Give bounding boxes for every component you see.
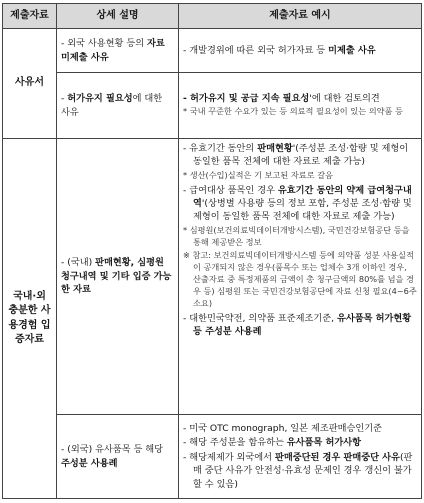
- bold-text: 판매중단된 경우 판매중단 사유: [274, 451, 400, 463]
- text: '(상병별 사용량 등의 정보 포함, 주성분 조성·함량 및 제형이 동일한 품목 전체에 대한 자료로 제출 가능): [193, 197, 412, 223]
- rich-text: [61, 256, 174, 296]
- text: - 급여대상 품목인 경우: [183, 184, 278, 196]
- table-row: [3, 139, 422, 415]
- rich-text: [61, 37, 174, 64]
- text: - 미국 OTC monograph, 일본 제조판매승인기준: [183, 423, 382, 435]
- example-cell: [179, 29, 422, 73]
- text: - (외국) 유사품목 등 해당: [61, 444, 164, 456]
- text: - 개발경위에 따른 외국 허가자료 등: [183, 44, 329, 56]
- bullet-item: [183, 44, 417, 57]
- footnote: ※ 참고: 보건의료빅데이터개방시스템 등에 의약품 성분 사용실적이 공개되지 않은 경우(품목수 또는 업체수 3개 이하인 경우, 산출자료 중 특정제품의 금액이 총 청구금액의 80%를 넘을 경우 등) 심평원 또는 국민건강보험공단에 자료 신청 필요(4~6주 소요): [183, 250, 417, 308]
- text: '에 대한 검토의견: [309, 92, 380, 104]
- bullet-item: [183, 422, 417, 435]
- category-cell-evidence: [3, 139, 57, 499]
- submission-table: [2, 3, 422, 499]
- footnote: * 생산(수입)실적은 기 보고된 자료로 갈음: [183, 169, 334, 180]
- table-row: [3, 73, 422, 139]
- rich-text: [183, 422, 417, 491]
- description-line: [61, 106, 174, 119]
- rich-text: [183, 142, 417, 339]
- description-cell: [57, 415, 179, 499]
- bold-text: 유효기간 동안의 약제 급여청구내역: [193, 184, 412, 209]
- footnote: * 국내 꾸준한 수요가 있는 등 의료적 필요성이 있는 의약품 등: [183, 106, 403, 117]
- text: 사유: [61, 106, 79, 118]
- text: - 외국 사용현황 등의: [61, 38, 147, 50]
- description-line: [61, 256, 174, 296]
- description-cell: [57, 139, 179, 415]
- description-line: [61, 92, 174, 105]
- bold-text: 유사품목 허가사항: [286, 437, 361, 449]
- description-cell: [57, 73, 179, 139]
- rich-text: [61, 92, 174, 119]
- description-cell: [57, 29, 179, 73]
- rich-text: [183, 92, 417, 118]
- text: - 해당 주성분을 함유하는: [183, 437, 287, 449]
- bullet-item: [183, 184, 417, 224]
- table-row: [3, 415, 422, 499]
- bold-text: 판매현황, 심평원 청구내역 및 기타 입증 가능한 자료: [61, 257, 172, 296]
- example-cell: [179, 73, 422, 139]
- description-line: [61, 443, 174, 470]
- rich-text: [183, 44, 417, 57]
- bold-text: 주성분 사용례: [61, 457, 118, 469]
- header-description: 상세 설명: [57, 4, 179, 29]
- text: '(주성분 조성·함량 및 제형이 동일한 품목 전체에 대한 자료로 제출 가능): [193, 143, 409, 168]
- bold-text: 유사품목 허가현황 등 주성분 사용례: [193, 312, 412, 338]
- category-label: 사유서: [15, 77, 44, 89]
- bullet-item: [183, 142, 417, 169]
- text: 에 대한: [132, 93, 163, 105]
- rich-text: [61, 443, 174, 470]
- text: - (국내): [61, 257, 96, 269]
- bold-text: 허가유지 필요성: [67, 93, 133, 105]
- category-label: 국내·외 충분한 사용경험 입증자료: [8, 290, 51, 345]
- category-cell-reason: [3, 29, 57, 139]
- header-category: 제출자료: [3, 4, 57, 29]
- bullet-item: [183, 451, 417, 491]
- text: (판매 중단 사유가 안전성·유효성 문제인 경우 갱신이 불가할 수 있음): [193, 451, 413, 490]
- example-cell: [179, 139, 422, 415]
- example-cell: [179, 415, 422, 499]
- bold-text: 미제출 사유: [61, 51, 109, 63]
- table-row: [3, 29, 422, 73]
- bullet-item: [183, 312, 417, 339]
- description-line: [61, 51, 174, 64]
- text: -: [61, 93, 68, 105]
- text: - 해당제제가 외국에서: [183, 451, 275, 463]
- bold-text: - 허가유지 및 공급 지속 필요성: [183, 92, 310, 104]
- footnote: * 심평원(보건의료빅데이터개방시스템), 국민건강보험공단 등을 통해 제공받은 정보: [183, 224, 410, 247]
- bullet-item: [183, 436, 417, 449]
- bold-text: 자료: [147, 38, 165, 50]
- bullet-item: [183, 92, 417, 105]
- text: - 유효기간 동안의: [183, 143, 258, 154]
- text: - 대한민국약전, 의약품 표준제조기준,: [183, 312, 337, 324]
- table-header-row: [3, 4, 422, 29]
- description-line: [61, 37, 174, 50]
- header-example: 제출자료 예시: [179, 4, 422, 29]
- bold-text: 판매현황: [257, 143, 293, 154]
- bold-text: 미제출 사유: [328, 44, 376, 56]
